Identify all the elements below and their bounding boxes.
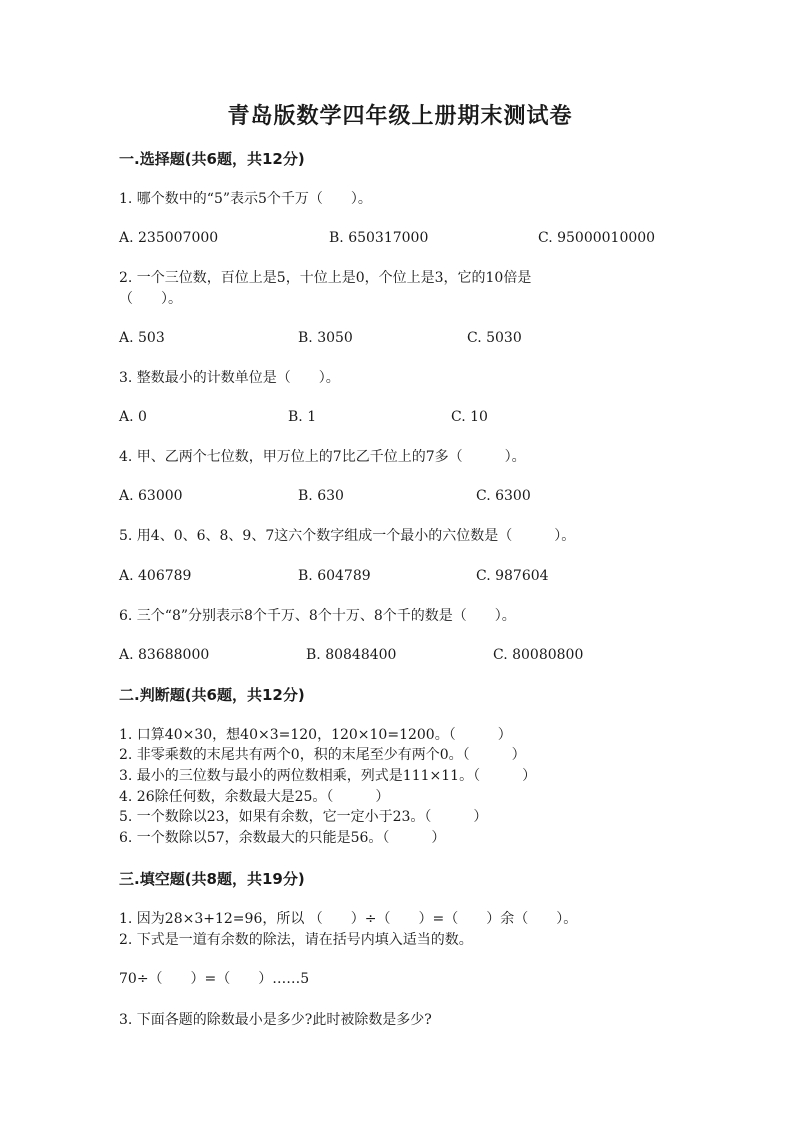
option-b: B. 1 (288, 409, 317, 425)
section-heading-judgment: 二.判断题(共6题，共12分) (119, 686, 305, 704)
question-2: 2. 一个三位数，百位上是5，十位上是0，个位上是3，它的10倍是 (119, 270, 532, 286)
question-2-cont: （ ）。 (119, 291, 182, 307)
fill-question-3: 3. 下面各题的除数最小是多少?此时被除数是多少? (119, 1012, 432, 1028)
page-title: 青岛版数学四年级上册期末测试卷 (227, 104, 573, 129)
judgment-item: 1. 口算40×30，想40×3=120，120×10=1200。（ ） (119, 727, 512, 743)
question-4: 4. 甲、乙两个七位数，甲万位上的7比乙千位上的7多（ ）。 (119, 449, 526, 465)
section-heading-choice: 一.选择题(共6题，共12分) (119, 150, 305, 168)
option-a: A. 406789 (119, 568, 192, 584)
question-5: 5. 用4、0、6、8、9、7这六个数字组成一个最小的六位数是（ ）。 (119, 528, 576, 544)
option-a: A. 503 (119, 330, 165, 346)
option-c: C. 6300 (476, 488, 531, 504)
option-b: B. 3050 (298, 330, 353, 346)
option-c: C. 5030 (467, 330, 522, 346)
option-c: C. 10 (451, 409, 488, 425)
fill-question-1: 1. 因为28×3+12=96，所以 （ ）÷（ ）=（ ）余（ ）。 (119, 911, 578, 927)
option-b: B. 80848400 (306, 647, 397, 663)
option-a: A. 235007000 (119, 230, 219, 246)
judgment-item: 3. 最小的三位数与最小的两位数相乘，列式是111×11。（ ） (119, 768, 537, 784)
question-1: 1. 哪个数中的“5”表示5个千万（ ）。 (119, 191, 372, 207)
option-b: B. 630 (298, 488, 344, 504)
option-a: A. 0 (119, 409, 147, 425)
judgment-item: 2. 非零乘数的末尾共有两个0，积的末尾至少有两个0。（ ） (119, 747, 526, 763)
option-a: A. 83688000 (119, 647, 210, 663)
option-b: B. 650317000 (329, 230, 429, 246)
fill-question-2: 2. 下式是一道有余数的除法，请在括号内填入适当的数。 (119, 932, 473, 948)
option-c: C. 80080800 (493, 647, 584, 663)
judgment-item: 6. 一个数除以57，余数最大的只能是56。（ ） (119, 830, 446, 846)
section-heading-fill: 三.填空题(共8题，共19分) (119, 870, 305, 888)
question-3: 3. 整数最小的计数单位是（ ）。 (119, 370, 340, 386)
judgment-item: 4. 26除任何数，余数最大是25。（ ） (119, 789, 390, 805)
option-b: B. 604789 (298, 568, 371, 584)
judgment-item: 5. 一个数除以23，如果有余数，它一定小于23。（ ） (119, 809, 488, 825)
option-c: C. 95000010000 (538, 230, 656, 246)
option-a: A. 63000 (119, 488, 183, 504)
division-equation: 70÷（ ）=（ ）……5 (119, 971, 310, 987)
option-c: C. 987604 (476, 568, 549, 584)
question-6: 6. 三个“8”分别表示8个千万、8个十万、8个千的数是（ ）。 (119, 608, 516, 624)
